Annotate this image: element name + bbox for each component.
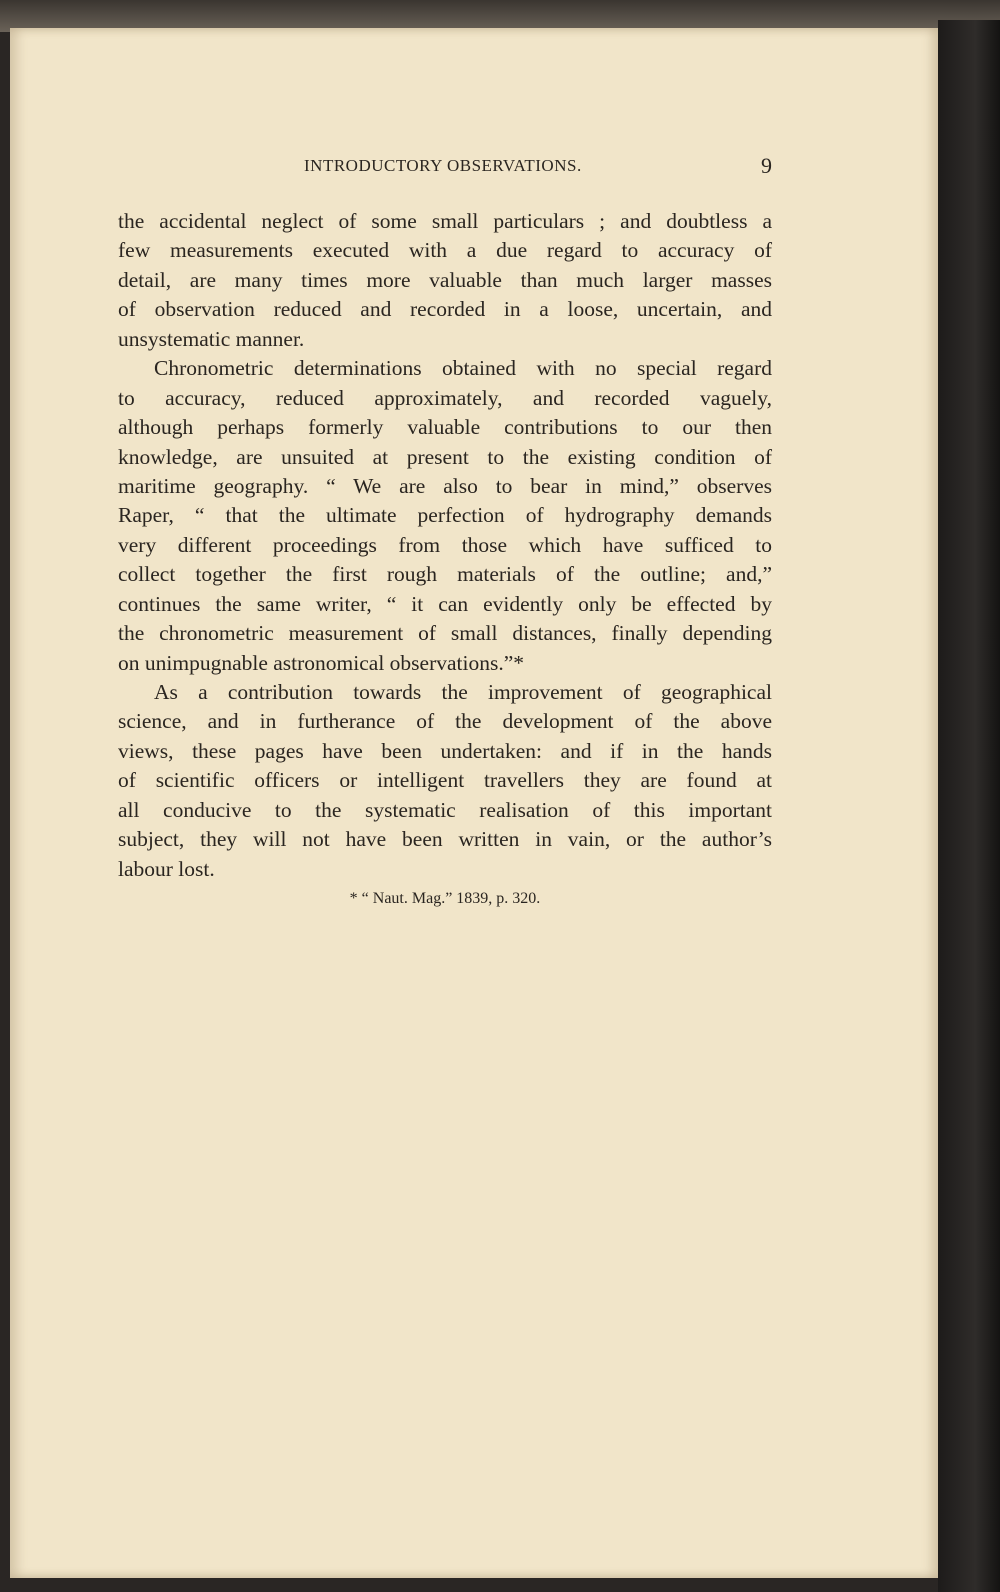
text-line: unsystematic manner. (118, 326, 305, 351)
text-line: Chronometric determinations obtained with no special regard (154, 356, 772, 381)
text-line: very different proceedings from those which have sufficed to (118, 532, 772, 557)
text-line: Raper, “ that the ultimate perfection of hydrography demands (118, 503, 772, 528)
text-line: the accidental neglect of some small particulars ; and doubtless a (118, 209, 772, 233)
running-title: INTRODUCTORY OBSERVATIONS. (304, 156, 582, 175)
text-line: few measurements executed with a due regard to accuracy of (118, 238, 772, 263)
body-text (118, 207, 772, 884)
book-cover-edge (938, 20, 1000, 1592)
text-line: of observation reduced and recorded in a loose, uncertain, and (118, 297, 772, 322)
text-line: of scientific officers or intelligent travellers they are found at (118, 768, 772, 793)
text-line: although perhaps formerly valuable contributions to our then (118, 415, 772, 440)
page-header (118, 153, 772, 182)
text-line: collect together the first rough materials of the outline; and,” (118, 562, 772, 587)
text-line: on unimpugnable astronomical observations.”* (118, 650, 525, 675)
text-line: views, these pages have been undertaken: and if in the hands (118, 738, 772, 763)
text-line: the chronometric measurement of small distances, finally depending (118, 621, 772, 646)
text-line: science, and in furtherance of the development of the above (118, 709, 772, 734)
text-line: continues the same writer, “ it can evidently only be effected by (118, 591, 772, 616)
text-line: maritime geography. “ We are also to bear in mind,” observes (118, 473, 772, 498)
text-line: As a contribution towards the improvement of geographical (154, 680, 772, 704)
text-line: detail, are many times more valuable than much larger masses (118, 267, 772, 292)
page-number: 9 (761, 153, 772, 178)
text-line: labour lost. (118, 856, 215, 881)
text-line: to accuracy, reduced approximately, and recorded vaguely, (118, 385, 772, 410)
text-line: all conducive to the systematic realisation of this important (118, 797, 772, 822)
text-line: knowledge, are unsuited at present to the existing condition of (118, 444, 772, 469)
footnote: * “ Naut. Mag.” 1839, p. 320. (349, 890, 541, 907)
text-line: subject, they will not have been written in vain, or the author’s (118, 827, 772, 852)
